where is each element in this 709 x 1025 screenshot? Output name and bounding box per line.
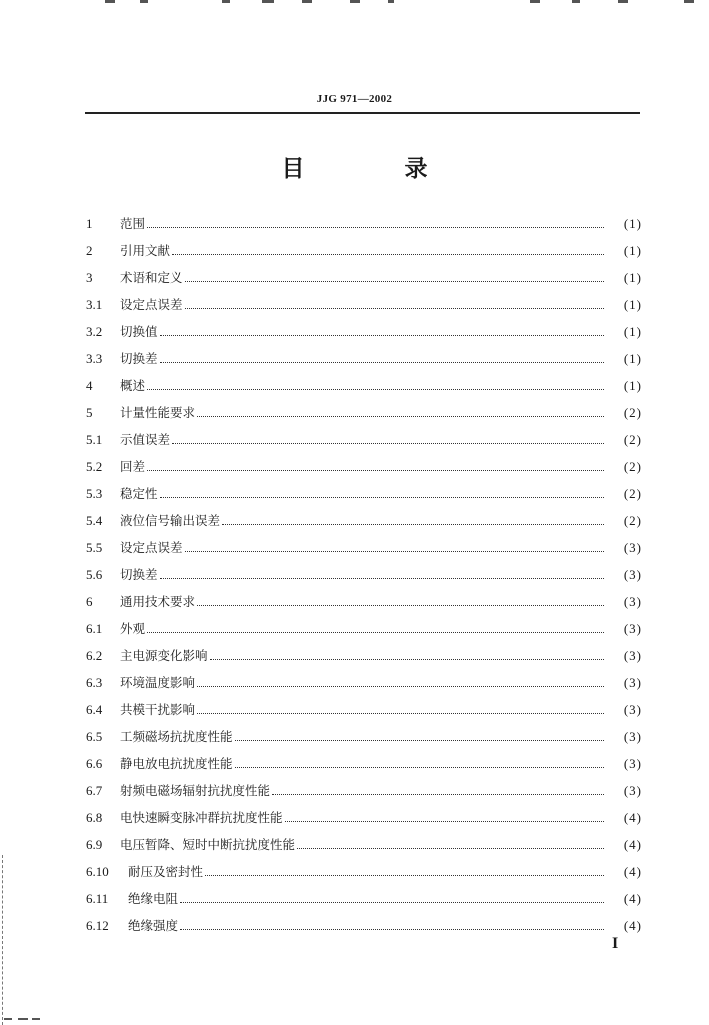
toc-entry-title: 耐压及密封性 — [128, 864, 204, 879]
toc-entry-page: (3) — [623, 702, 642, 717]
toc-entry[interactable] — [86, 291, 642, 318]
toc-entry-title: 示值误差 — [120, 432, 171, 447]
toc-dot-leader — [272, 793, 604, 795]
page-number: I — [612, 935, 619, 952]
toc-entry-page: (1) — [623, 216, 642, 231]
toc-entry[interactable] — [86, 723, 642, 750]
toc-entry-page: (4) — [623, 891, 642, 906]
toc-entry-title: 设定点误差 — [120, 540, 183, 555]
toc-entry-title: 电快速瞬变脉冲群抗扰度性能 — [120, 810, 283, 825]
toc-dot-leader — [185, 280, 604, 282]
toc-entry-number: 6.2 — [86, 648, 103, 663]
toc-entry-number: 6.8 — [86, 810, 103, 825]
toc-entry-number: 5.2 — [86, 459, 103, 474]
header-rule — [85, 112, 640, 114]
toc-entry-page: (1) — [623, 378, 642, 393]
toc-dot-leader — [222, 523, 604, 525]
toc-entry-title: 计量性能要求 — [120, 405, 196, 420]
toc-entry[interactable] — [86, 696, 642, 723]
toc-entry-number: 6.5 — [86, 729, 103, 744]
toc-entry-number: 5 — [86, 405, 93, 420]
toc-dot-leader — [197, 415, 604, 417]
toc-entry-number: 6.9 — [86, 837, 103, 852]
toc-entry-page: (3) — [623, 594, 642, 609]
toc-dot-leader — [285, 820, 604, 822]
toc-entry[interactable] — [86, 561, 642, 588]
scan-artifact-marks — [0, 0, 709, 10]
toc-entry-page: (3) — [623, 567, 642, 582]
toc-entry-number: 6.4 — [86, 702, 103, 717]
toc-entry-page: (3) — [623, 756, 642, 771]
toc-entry-page: (4) — [623, 810, 642, 825]
toc-entry[interactable] — [86, 372, 642, 399]
toc-dot-leader — [235, 766, 604, 768]
toc-entry-title: 通用技术要求 — [120, 594, 196, 609]
toc-entry-page: (2) — [623, 432, 642, 447]
toc-entry[interactable] — [86, 210, 642, 237]
toc-entry-number: 6.6 — [86, 756, 103, 771]
toc-dot-leader — [172, 253, 604, 255]
toc-dot-leader — [147, 226, 604, 228]
toc-entry-title: 工频磁场抗扰度性能 — [120, 729, 233, 744]
toc-entry[interactable] — [86, 831, 642, 858]
toc-entry-page: (3) — [623, 648, 642, 663]
toc-entry-page: (3) — [623, 783, 642, 798]
toc-entry-title: 电压暂降、短时中断抗扰度性能 — [120, 837, 296, 852]
toc-entry-number: 6.10 — [86, 864, 109, 879]
toc-entry-page: (3) — [623, 621, 642, 636]
toc-entry-title: 绝缘强度 — [128, 918, 179, 933]
toc-dot-leader — [147, 388, 604, 390]
toc-entry-page: (2) — [623, 513, 642, 528]
toc-entry[interactable] — [86, 885, 642, 912]
toc-entry-page: (3) — [623, 729, 642, 744]
toc-entry-number: 6.1 — [86, 621, 103, 636]
toc-entry-title: 环境温度影响 — [120, 675, 196, 690]
toc-dot-leader — [197, 685, 604, 687]
toc-entry[interactable] — [86, 453, 642, 480]
toc-entry-title: 术语和定义 — [120, 270, 183, 285]
toc-entry[interactable] — [86, 507, 642, 534]
toc-entry-title: 共模干扰影响 — [120, 702, 196, 717]
toc-entry[interactable] — [86, 237, 642, 264]
toc-entry-title: 回差 — [120, 459, 146, 474]
toc-entry-title: 主电源变化影响 — [120, 648, 208, 663]
toc-entry-title: 切换值 — [120, 324, 158, 339]
toc-entry-page: (1) — [623, 243, 642, 258]
toc-entry[interactable] — [86, 345, 642, 372]
toc-entry-title: 绝缘电阻 — [128, 891, 179, 906]
toc-entry-number: 3.1 — [86, 297, 103, 312]
toc-entry-number: 3 — [86, 270, 93, 285]
toc-dot-leader — [235, 739, 604, 741]
toc-entry[interactable] — [86, 858, 642, 885]
toc-entry[interactable] — [86, 642, 642, 669]
toc-dot-leader — [147, 631, 604, 633]
toc-entry-number: 6.7 — [86, 783, 103, 798]
toc-dot-leader — [147, 469, 604, 471]
toc-entry-page: (2) — [623, 459, 642, 474]
toc-entry-page: (1) — [623, 351, 642, 366]
toc-entry-title: 范围 — [120, 216, 146, 231]
toc-entry-number: 3.3 — [86, 351, 103, 366]
toc-entry[interactable] — [86, 777, 642, 804]
toc-entry-title: 设定点误差 — [120, 297, 183, 312]
document-code: JJG 971—2002 — [316, 93, 393, 105]
toc-entry[interactable] — [86, 669, 642, 696]
toc-entry-number: 5.4 — [86, 513, 103, 528]
toc-entry-number: 5.5 — [86, 540, 103, 555]
toc-entry[interactable] — [86, 480, 642, 507]
toc-dot-leader — [197, 712, 604, 714]
toc-entry-title: 切换差 — [120, 567, 158, 582]
toc-dot-leader — [205, 874, 604, 876]
toc-entry[interactable] — [86, 534, 642, 561]
toc-entry-number: 5.6 — [86, 567, 103, 582]
toc-dot-leader — [297, 847, 604, 849]
toc-entry[interactable] — [86, 264, 642, 291]
toc-entry-title: 概述 — [120, 378, 146, 393]
toc-entry[interactable] — [86, 426, 642, 453]
toc-entry-title: 外观 — [120, 621, 146, 636]
table-of-contents — [86, 210, 642, 939]
toc-entry-page: (3) — [623, 540, 642, 555]
toc-entry-title: 引用文献 — [120, 243, 171, 258]
scan-edge-mark — [2, 855, 6, 1025]
toc-dot-leader — [210, 658, 604, 660]
toc-entry-page: (3) — [623, 675, 642, 690]
toc-entry-number: 5.3 — [86, 486, 103, 501]
toc-entry-title: 射频电磁场辐射抗扰度性能 — [120, 783, 271, 798]
toc-dot-leader — [160, 334, 604, 336]
toc-entry-page: (4) — [623, 918, 642, 933]
toc-entry[interactable] — [86, 588, 642, 615]
toc-entry-page: (1) — [623, 270, 642, 285]
toc-entry-page: (2) — [623, 405, 642, 420]
page-title: 目 录 — [281, 156, 474, 182]
toc-entry-number: 5.1 — [86, 432, 103, 447]
toc-entry-number: 6 — [86, 594, 93, 609]
toc-entry-page: (2) — [623, 486, 642, 501]
toc-entry-number: 6.12 — [86, 918, 109, 933]
toc-entry-number: 6.3 — [86, 675, 103, 690]
toc-dot-leader — [180, 901, 604, 903]
toc-entry[interactable] — [86, 399, 642, 426]
toc-entry[interactable] — [86, 318, 642, 345]
toc-entry-page: (1) — [623, 297, 642, 312]
toc-entry-number: 6.11 — [86, 891, 109, 906]
toc-dot-leader — [180, 928, 604, 930]
toc-dot-leader — [197, 604, 604, 606]
toc-dot-leader — [185, 307, 604, 309]
toc-entry-title: 静电放电抗扰度性能 — [120, 756, 233, 771]
toc-dot-leader — [160, 496, 604, 498]
toc-entry-page: (4) — [623, 864, 642, 879]
toc-dot-leader — [185, 550, 604, 552]
toc-entry[interactable] — [86, 615, 642, 642]
toc-dot-leader — [160, 361, 604, 363]
toc-entry[interactable] — [86, 750, 642, 777]
toc-entry-title: 液位信号输出误差 — [120, 513, 221, 528]
toc-entry-title: 切换差 — [120, 351, 158, 366]
toc-entry-number: 1 — [86, 216, 93, 231]
scan-bottom-marks — [0, 1018, 60, 1021]
toc-entry-number: 3.2 — [86, 324, 103, 339]
toc-entry[interactable] — [86, 912, 642, 939]
toc-dot-leader — [172, 442, 604, 444]
toc-dot-leader — [160, 577, 604, 579]
toc-entry-number: 4 — [86, 378, 93, 393]
toc-entry[interactable] — [86, 804, 642, 831]
toc-entry-title: 稳定性 — [120, 486, 158, 501]
toc-entry-number: 2 — [86, 243, 93, 258]
toc-entry-page: (4) — [623, 837, 642, 852]
toc-entry-page: (1) — [623, 324, 642, 339]
